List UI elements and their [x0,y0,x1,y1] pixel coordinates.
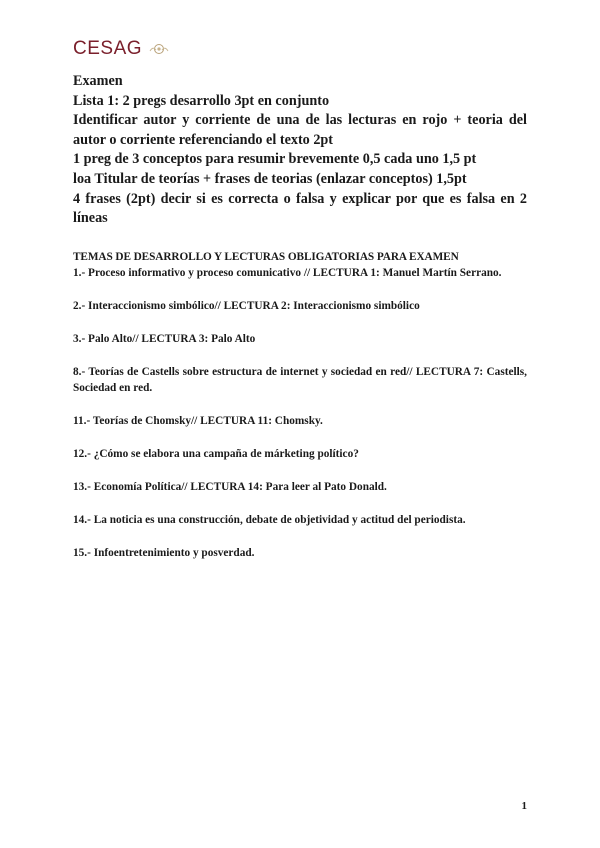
document-body [73,72,527,578]
instruction-line: 1 preg de 3 conceptos para resumir brevemente 0,5 cada uno 1,5 pt [73,151,477,168]
topics-heading: TEMAS DE DESARROLLO Y LECTURAS OBLIGATORIAS PARA EXAMEN [73,250,459,263]
exam-title: Examen [73,73,123,89]
instruction-line: Lista 1: 2 pregs desarrollo 3pt en conjunto [73,92,330,109]
topic-item: 2.- Interaccionismo simbólico// LECTURA 2: Interaccionismo simbólico [73,299,420,312]
logo [73,38,170,60]
instruction-line: 4 frases (2pt) decir si es correcta o falsa y explicar por que es falsa en 2 líneas [73,190,527,227]
topic-item: 14.- La noticia es una construcción, debate de objetividad y actitud del periodista. [73,513,466,526]
exam-instructions [73,72,527,229]
topic-item: 11.- Teorías de Chomsky// LECTURA 11: Chomsky. [73,414,323,427]
topic-item: 13.- Economía Política// LECTURA 14: Para leer al Pato Donald. [73,480,387,493]
logo-text: CESAG [73,38,143,59]
topics-section [73,250,527,561]
instruction-line: loa Titular de teorías + frases de teorias (enlazar conceptos) 1,5pt [73,170,467,187]
topic-item: 1.- Proceso informativo y proceso comunicativo // LECTURA 1: Manuel Martín Serrano. [73,266,502,279]
crest-icon [148,42,170,56]
topic-item: 3.- Palo Alto// LECTURA 3: Palo Alto [73,332,256,345]
topic-item: 12.- ¿Cómo se elabora una campaña de márketing político? [73,447,359,460]
page-number: 1 [521,800,527,812]
topic-item: 15.- Infoentretenimiento y posverdad. [73,546,255,559]
instruction-line: Identificar autor y corriente de una de las lecturas en rojo + teoria del autor o corriente referenciando el texto 2pt [73,112,527,148]
topic-item: 8.- Teorías de Castells sobre estructura de internet y sociedad en red// LECTURA 7: Castells, Sociedad en red. [73,365,527,394]
